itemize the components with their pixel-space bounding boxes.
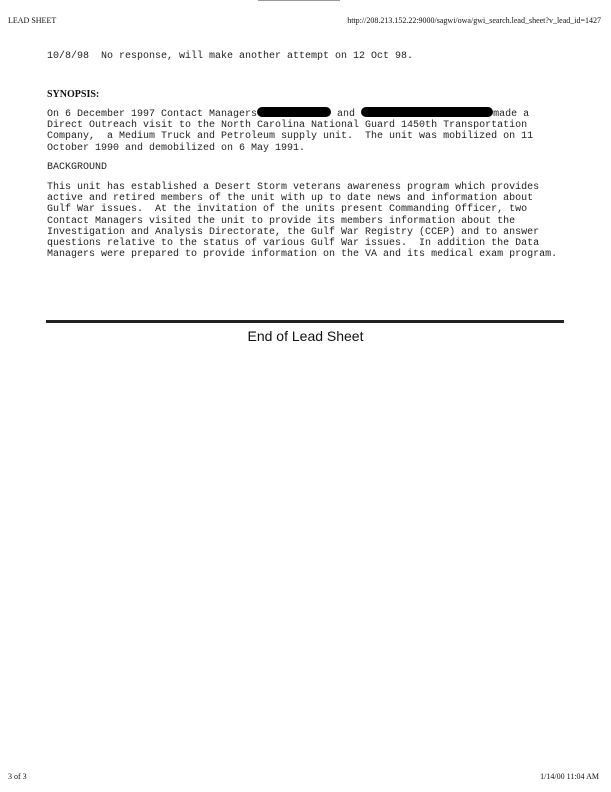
synopsis-line: October 1990 and demobilized on 6 May 1991. — [47, 142, 306, 154]
synopsis-line-1a: On 6 December 1997 Contact Managers — [47, 109, 258, 120]
background-line: Contact Managers visited the unit to provide its members information about the — [47, 215, 516, 227]
end-of-lead-sheet-title: End of Lead Sheet — [247, 328, 364, 344]
synopsis-line: Direct Outreach visit to the North Carolina National Guard 1450th Transportation — [47, 120, 528, 132]
header-title: LEAD SHEET — [8, 16, 57, 25]
entry-line: 10/8/98 No response, will make another attempt on 12 Oct 98. — [47, 51, 414, 62]
redaction-block — [361, 107, 493, 117]
top-divider — [258, 0, 340, 1]
end-divider — [46, 320, 564, 323]
redaction-block — [257, 107, 331, 117]
background-heading: BACKGROUND — [47, 162, 108, 173]
synopsis-line-1b: and — [331, 109, 362, 120]
background-line: This unit has established a Desert Storm veterans awareness program which provides — [47, 182, 540, 193]
background-line: Managers were prepared to provide information on the VA and its medical exam program. — [47, 249, 558, 261]
synopsis-line-1c: made a — [493, 109, 530, 120]
background-line: Investigation and Analysis Directorate, the Gulf War Registry (CCEP) and to answer — [47, 226, 540, 238]
background-line: questions relative to the status of various Gulf War issues. In addition the Data — [47, 238, 540, 250]
page-number: 3 of 3 — [8, 772, 27, 781]
background-line: active and retired members of the unit with up to date news and information about — [47, 193, 534, 205]
header-url: http://208.213.152.22:9000/sagwi/owa/gwi_search.lead_sheet?v_lead_id=1427 — [347, 16, 601, 25]
synopsis-line: Company, a Medium Truck and Petroleum supply unit. The unit was mobilized on 11 — [47, 131, 534, 143]
background-text — [47, 182, 557, 260]
synopsis-text — [47, 107, 533, 154]
background-line: Gulf War issues. At the invitation of the units present Commanding Officer, two — [47, 204, 528, 216]
synopsis-heading: SYNOPSIS: — [47, 89, 100, 100]
print-timestamp: 1/14/00 11:04 AM — [540, 772, 599, 781]
